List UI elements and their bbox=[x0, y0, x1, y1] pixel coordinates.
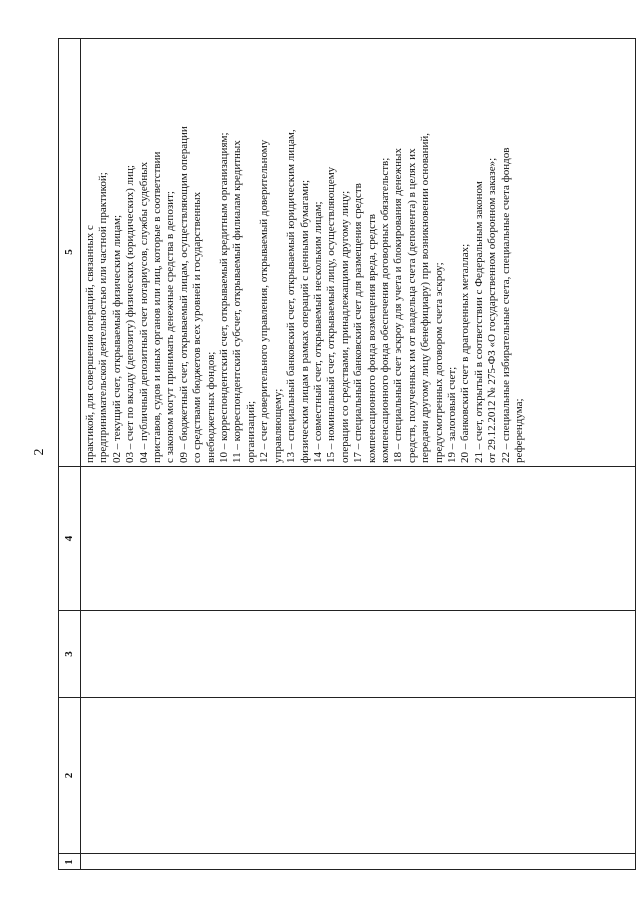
column-5-text bbox=[84, 44, 632, 463]
column-5-line: 02 – текущий счет, открываемый физическим лицам; bbox=[110, 214, 123, 463]
column-5-line: 20 – банковский счет в драгоценных металлах; bbox=[459, 243, 472, 463]
column-5-line: со средствами бюджетов всех уровней и государственных bbox=[191, 191, 204, 463]
column-5-line: предусмотренных договором счета эскроу; bbox=[432, 262, 445, 463]
column-5-line: внебюджетных фондов; bbox=[204, 351, 217, 463]
column-5-line: операции со средствами, принадлежащими другому лицу; bbox=[338, 190, 351, 463]
column-header-5: 5 bbox=[63, 249, 75, 255]
column-5-line: практикой, для совершения операций, связанных с bbox=[84, 225, 96, 463]
column-5-line: 13 – специальный банковский счет, открываемый юридическим лицам, bbox=[285, 129, 298, 463]
column-5-line: с законом могут принимать денежные средства в депозит; bbox=[164, 191, 177, 463]
column-5-line: 12 – счет доверительного управления, открываемый доверительному bbox=[258, 139, 271, 463]
column-5-line: от 29.12.2012 № 275-ФЗ «О государственном оборонном заказе»; bbox=[486, 157, 499, 463]
column-5-line: 22 – специальные избирательные счета, специальные счета фондов bbox=[499, 147, 512, 463]
column-5-line: 21 – счет, открытый в соответствии с Федеральным законом bbox=[472, 181, 485, 463]
column-5-line: компенсационного фонда возмещения вреда, средств bbox=[365, 214, 378, 463]
column-header-1: 1 bbox=[63, 859, 75, 865]
column-5-line: 11 – корреспондентский субсчет, открываемый филиалам кредитных bbox=[231, 140, 244, 463]
column-5-line: 17 – специальный банковский счет для размещения средств bbox=[352, 183, 365, 463]
column-5-line: референдума; bbox=[513, 398, 525, 463]
rotated-table bbox=[58, 38, 636, 870]
column-5-line: 18 – специальный счет эскроу для учета и блокирования денежных bbox=[392, 148, 405, 463]
column-5-line: предпринимательской деятельностью или частной практикой; bbox=[97, 172, 110, 463]
column-5-line: передачи другому лицу (бенефициару) при возникновении оснований, bbox=[419, 132, 432, 463]
column-5-line: управляющему; bbox=[271, 388, 284, 463]
column-5-line: 14 – совместный счет, открываемый нескольким лицам; bbox=[311, 201, 324, 463]
column-5-line: средств, полученных им от владельца счета (депонента) в целях их bbox=[405, 148, 418, 463]
column-5-line: 04 – публичный депозитный счет нотариусов, службы судебных bbox=[137, 161, 150, 463]
column-5-line: приставов, судов и иных органов или лиц, которые в соответствии bbox=[151, 151, 164, 463]
table-landscape bbox=[58, 38, 636, 870]
column-5-line: физическим лицам в рамках операций с ценными бумагами; bbox=[298, 179, 311, 463]
column-5-line: компенсационного фонда обеспечения договорных обязательств; bbox=[378, 157, 391, 463]
column-header-3: 3 bbox=[63, 651, 75, 657]
column-5-line: 15 – номинальный счет, открываемый лицу, осуществляющему bbox=[325, 166, 338, 463]
column-header-4: 4 bbox=[63, 535, 75, 542]
column-5-line: 09 – бюджетный счет, открываемый лицам, осуществляющим операции bbox=[177, 126, 190, 463]
page-number: 2 bbox=[32, 448, 47, 456]
column-5-line: 10 – корреспондентский счет, открываемый кредитным организациям; bbox=[218, 132, 231, 463]
column-5-line: 03 – счет по вкладу (депозиту) физических (юридических) лиц; bbox=[124, 165, 137, 463]
column-header-2: 2 bbox=[63, 772, 75, 779]
column-5-line: организаций; bbox=[244, 400, 257, 463]
column-5-line: 19 – залоговый счет; bbox=[445, 366, 458, 463]
